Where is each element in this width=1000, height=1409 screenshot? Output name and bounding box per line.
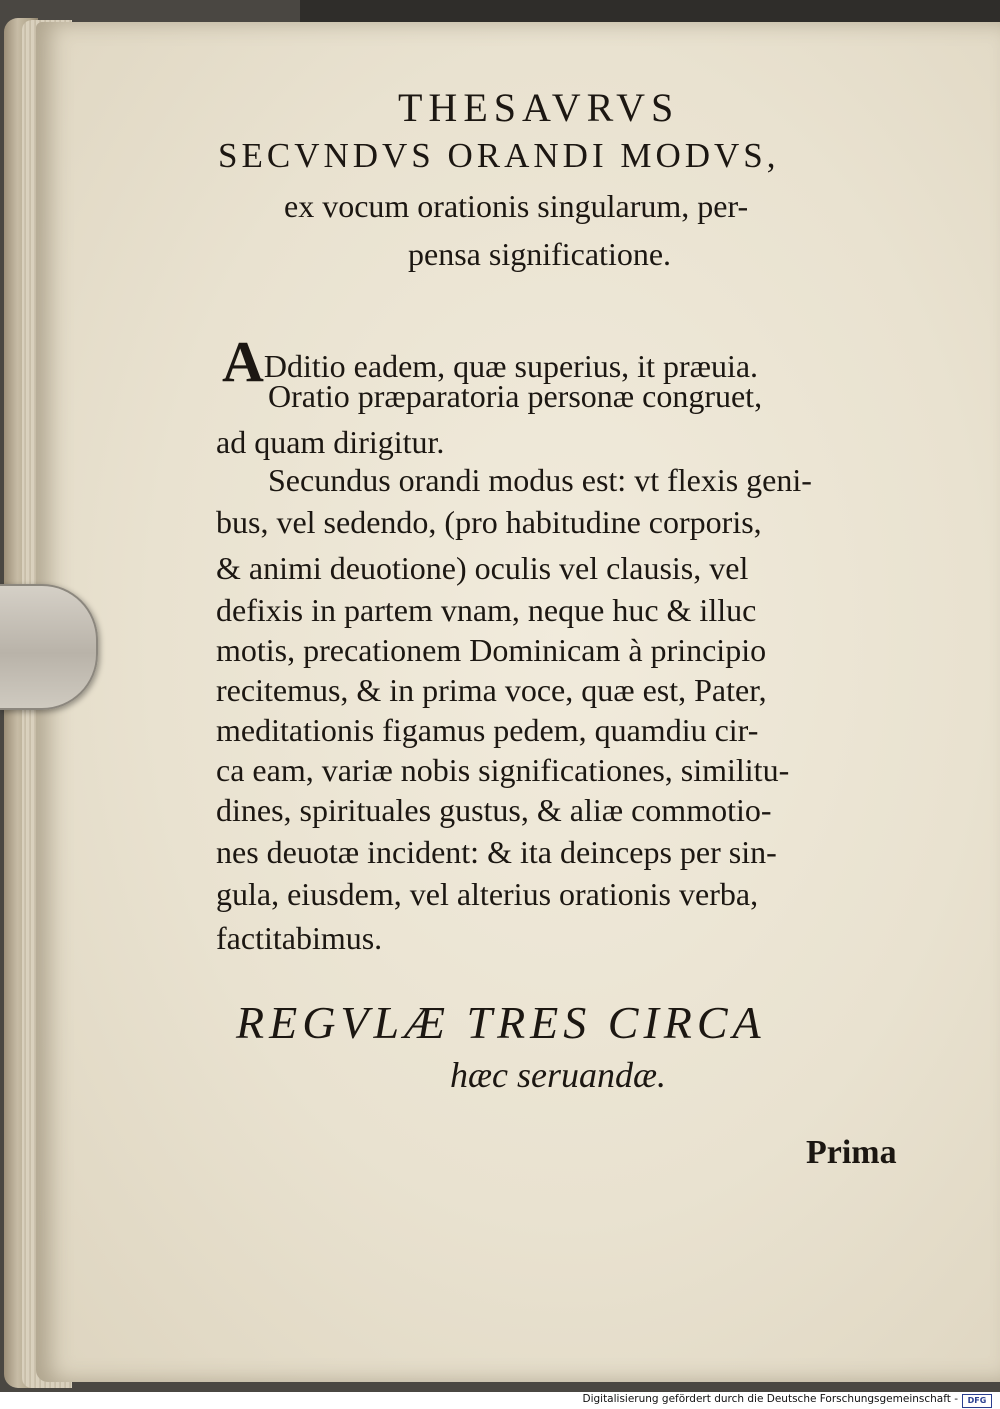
- rules-subheading: hæc seruandæ.: [450, 1055, 666, 1095]
- paragraph-line: defixis in partem vnam, neque huc & illuc: [216, 592, 757, 628]
- paragraph-line: ADditio eadem, quæ superius, it præuia.: [222, 329, 759, 394]
- paragraph-line: ca eam, variæ nobis significationes, similitu-: [216, 752, 790, 788]
- section-subtitle-line: ex vocum orationis singularum, per-: [284, 188, 749, 224]
- catchword: Prima: [806, 1134, 897, 1171]
- paragraph-line: dines, spirituales gustus, & aliæ commotio-: [216, 792, 772, 828]
- paragraph-line: ad quam dirigitur.: [216, 424, 445, 460]
- drop-cap: A: [222, 329, 264, 394]
- paragraph-line: meditationis figamus pedem, quamdiu cir-: [216, 712, 759, 748]
- paragraph-line: & animi deuotione) oculis vel clausis, vel: [216, 550, 749, 586]
- paragraph-line: bus, vel sedendo, (pro habitudine corporis,: [216, 504, 762, 540]
- page-clip: [0, 584, 98, 710]
- section-subtitle-line: pensa significatione.: [408, 236, 672, 272]
- paragraph-line: Oratio præparatoria personæ congruet,: [268, 378, 763, 414]
- running-head: THESAVRVS: [398, 85, 680, 130]
- paragraph-line: Secundus orandi modus est: vt flexis geni-: [268, 462, 812, 498]
- paragraph-line: nes deuotæ incident: & ita deinceps per sin-: [216, 834, 777, 870]
- dfg-logo-icon: DFG: [962, 1394, 992, 1408]
- paragraph-line: factitabimus.: [216, 920, 383, 956]
- digitization-footer: [0, 1392, 1000, 1409]
- paragraph-line: gula, eiusdem, vel alterius orationis verba,: [216, 876, 759, 912]
- section-title: SECVNDVS ORANDI MODVS,: [218, 136, 780, 175]
- paragraph-line: motis, precationem Dominicam à principio: [216, 632, 767, 668]
- rules-heading: REGVLÆ TRES CIRCA: [236, 997, 766, 1048]
- paragraph-line: recitemus, & in prima voce, quæ est, Pater,: [216, 672, 767, 708]
- funding-credit: Digitalisierung gefördert durch die Deutsche Forschungsgemeinschaft -: [582, 1393, 958, 1405]
